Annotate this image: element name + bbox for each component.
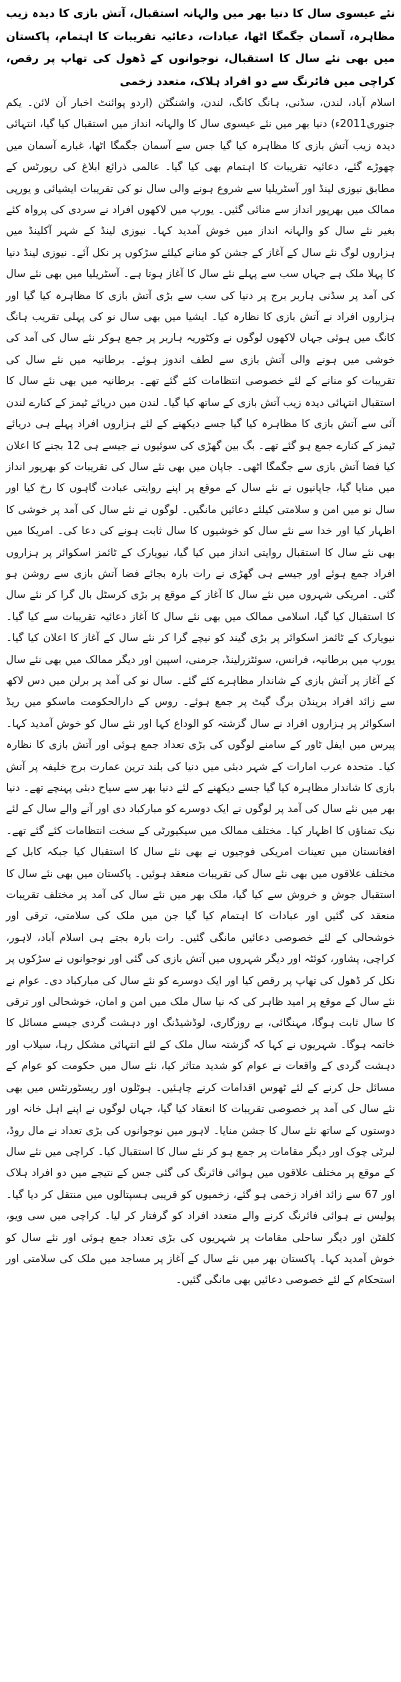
article-headline: نئے عیسوی سال کا دنیا بھر میں والہانہ استقبال، آتش بازی کا دیدہ زیب مظاہرہ، آسمان جگمگا اٹھا، عبادات، دعائیہ تقریبات کا اہتمام، پاکستان میں بھی نئے سال کا استقبال، نوجوانوں کے ڈھول کی تھاپ پر رقص، کراچی میں فائرنگ سے دو افراد ہلاک، متعدد زخمی — [6, 7, 395, 88]
article-body: اسلام آباد، لندن، سڈنی، ہانگ کانگ، لندن، واشنگٹن (اردو پوائنٹ اخبار آن لائن۔ یکم جنوری2011ء) دنیا بھر میں نئے عیسوی سال کا والہانہ انداز میں استقبال کیا گیا، انتہائی دیدہ زیب آتش بازی کا مظاہرہ کیا گیا جس سے آسمان جگمگا اٹھا، غبارے آسمان میں چھوڑے گئے، دعائیہ تقریبات کا اہتمام بھی کیا گیا۔ عالمی ذرائع ابلاغ کی رپورٹس کے مطابق نیوزی لینڈ اور آسٹریلیا سے شروع ہونے والی سال نو کی تقریبات ایشیائی و یورپی ممالک میں بھرپور انداز سے منائی گئیں۔ یورپ میں لاکھوں افراد نے سردی کی پرواہ کئے بغیر نئے سال کو والہانہ انداز میں خوش آمدید کہا۔ نیوزی لینڈ کے شہر آکلینڈ میں ہزاروں لوگ نئے سال کے آغاز کے جشن کو منانے کیلئے سڑکوں پر نکل آئے۔ نیوزی لینڈ دنیا کا پہلا ملک ہے جہاں سب سے پہلے نئے سال کا آغاز ہوتا ہے۔ آسٹریلیا میں بھی نئے سال کی آمد پر سڈنی ہاربر برج پر دنیا کی سب سے بڑی آتش بازی کا مظاہرہ کیا گیا اور ہزاروں افراد نے آتش بازی کا نظارہ کیا۔ ایشیا میں بھی سال نو کی پہلی تقریب ہانگ کانگ میں ہوئی جہاں لاکھوں لوگوں نے وکٹوریہ ہاربر پر جمع ہوکر نئے سال کی آمد کی خوشی میں ہونے والی آتش بازی سے لطف اندوز ہوئے۔ برطانیہ میں نئے سال کی تقریبات کو منانے کے لئے خصوصی انتظامات کئے گئے تھے۔ برطانیہ میں بھی نئے سال کا استقبال انتہائی دیدہ زیب آتش بازی کے ساتھ کیا گیا۔ لندن میں دریائے ٹیمز کے کنارے لندن آئی سے آتش بازی کا مظاہرہ کیا گیا جسے دیکھنے کے لئے ہزاروں افراد پہلے ہی دریائے ٹیمز کے کنارے جمع ہو گئے تھے۔ بگ بین گھڑی کی سوئیوں نے جیسے ہی 12 بجنے کا اعلان کیا فضا آتش بازی سے جگمگا اٹھی۔ جاپان میں بھی نئے سال کی تقریبات کو بھرپور انداز میں منایا گیا، جاپانیوں نے نئے سال کے موقع پر اپنے روایتی عبادت گاہوں کا رخ کیا اور سال نو میں امن و سلامتی کیلئے دعائیں مانگیں۔ لوگوں نے نئے سال کی آمد پر خوشی کا اظہار کیا اور خدا سے نئے سال کو خوشیوں کا سال ثابت ہونے کی دعا کی۔ امریکا میں بھی نئے سال کا استقبال روایتی انداز میں کیا گیا، نیویارک کے ٹائمز اسکوائر پر ہزاروں افراد جمع ہوئے اور جیسے ہی گھڑی نے رات بارہ بجائے فضا آتش بازی سے روشن ہو گئی۔ امریکی شہروں میں نئے سال کا آغاز کے موقع پر بڑی کرسٹل بال گرا کر نئے سال کا استقبال کیا گیا، اسلامی ممالک میں بھی نئے سال کا آغاز دعائیہ تقریبات سے کیا گیا۔ نیویارک کے ٹائمز اسکوائر پر بڑی گیند کو نیچے گرا کر نئے سال کے آغاز کا اعلان کیا گیا۔ یورپ میں برطانیہ، فرانس، سوئٹزرلینڈ، جرمنی، اسپین اور دیگر ممالک میں بھی نئے سال کے آغاز پر آتش بازی کے شاندار مظاہرے کئے گئے۔ سال نو کی آمد پر برلن میں دس لاکھ سے زائد افراد برینڈن برگ گیٹ پر جمع ہوئے۔ روس کے دارالحکومت ماسکو میں ریڈ اسکوائر پر ہزاروں افراد نے سال گزشتہ کو الوداع کہا اور نئے سال کو خوش آمدید کہا۔ پیرس میں ایفل ٹاور کے سامنے لوگوں کی بڑی تعداد جمع ہوئی اور آتش بازی کا نظارہ کیا۔ متحدہ عرب امارات کے شہر دبئی میں دنیا کی بلند ترین عمارت برج خلیفہ پر آتش بازی کا شاندار مظاہرہ کیا گیا جسے دیکھنے کے لئے دنیا بھر سے سیاح دبئی پہنچے تھے۔ دنیا بھر میں نئے سال کی آمد پر لوگوں نے ایک دوسرے کو مبارکباد دی اور آنے والے سال کے لئے نیک تمناؤں کا اظہار کیا۔ مختلف ممالک میں سیکیورٹی کے سخت انتظامات کئے گئے تھے۔ افغانستان میں تعینات امریکی فوجیوں نے بھی نئے سال کا استقبال کیا جبکہ کابل کے مختلف علاقوں میں بھی نئے سال کی تقریبات منعقد ہوئیں۔ پاکستان میں بھی نئے سال کا استقبال جوش و خروش سے کیا گیا، ملک بھر میں نئے سال کی آمد پر مختلف تقریبات منعقد کی گئیں اور عبادات کا اہتمام کیا گیا جن میں ملک کی سلامتی، ترقی اور خوشحالی کے لئے خصوصی دعائیں مانگی گئیں۔ رات بارہ بجتے ہی اسلام آباد، لاہور، کراچی، پشاور، کوئٹہ اور دیگر شہروں میں آتش بازی کی گئی اور نوجوانوں نے سڑکوں پر نکل کر ڈھول کی تھاپ پر رقص کیا اور ایک دوسرے کو نئے سال کی مبارکباد دی۔ عوام نے نئے سال کے موقع پر امید ظاہر کی کہ نیا سال ملک میں امن و امان، خوشحالی اور ترقی کا سال ثابت ہوگا، مہنگائی، بے روزگاری، لوڈشیڈنگ اور دہشت گردی جیسے مسائل کا خاتمہ ہوگا۔ شہریوں نے کہا کہ گزشتہ سال ملک کے لئے انتہائی مشکل رہا، سیلاب اور دہشت گردی کے واقعات نے عوام کو شدید متاثر کیا، نئے سال میں حکومت کو عوام کے مسائل حل کرنے کے لئے ٹھوس اقدامات کرنے چاہئیں۔ ہوٹلوں اور ریسٹورنٹس میں بھی نئے سال کی آمد پر خصوصی تقریبات کا انعقاد کیا گیا، جہاں لوگوں نے اپنے اہل خانہ اور دوستوں کے ساتھ نئے سال کا جشن منایا۔ لاہور میں نوجوانوں کی بڑی تعداد نے مال روڈ، لبرٹی چوک اور دیگر مقامات پر جمع ہو کر نئے سال کا استقبال کیا۔ کراچی میں نئے سال کے موقع پر مختلف علاقوں میں ہوائی فائرنگ کی گئی جس کے نتیجے میں دو افراد ہلاک اور 67 سے زائد افراد زخمی ہو گئے، زخمیوں کو قریبی ہسپتالوں میں منتقل کر دیا گیا۔ پولیس نے ہوائی فائرنگ کرنے والے متعدد افراد کو گرفتار کر لیا۔ کراچی میں سی ویو، کلفٹن اور دیگر ساحلی مقامات پر شہریوں کی بڑی تعداد جمع ہوئی اور نئے سال کو خوش آمدید کہا۔ پاکستان بھر میں نئے سال کے آغاز پر مساجد میں ملک کی سلامتی اور استحکام کے لئے خصوصی دعائیں بھی مانگی گئیں۔ — [6, 97, 396, 1287]
